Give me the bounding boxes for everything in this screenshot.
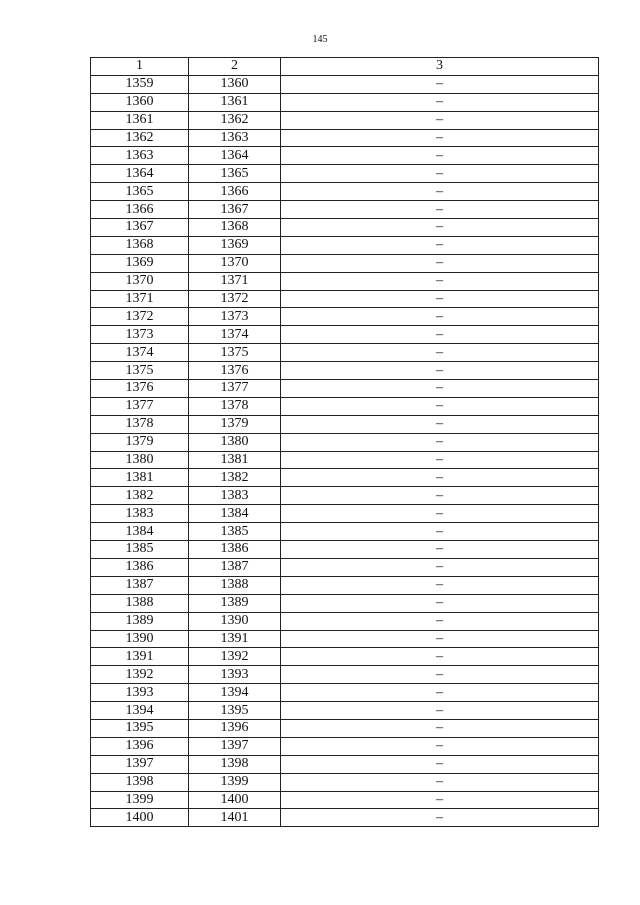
table-cell-col-2: 1390 [189, 612, 281, 630]
table-cell-col-2: 1366 [189, 183, 281, 201]
table-cell-col-3: – [281, 236, 599, 254]
table-row [91, 183, 599, 201]
table-cell-col-1: 1367 [91, 219, 189, 237]
column-header-3: 3 [281, 58, 599, 76]
table-row [91, 93, 599, 111]
table-cell-col-1: 1400 [91, 809, 189, 827]
table-cell-col-1: 1361 [91, 111, 189, 129]
table-cell-col-1: 1391 [91, 648, 189, 666]
table-cell-col-1: 1366 [91, 201, 189, 219]
table-cell-col-2: 1385 [189, 523, 281, 541]
table-row [91, 594, 599, 612]
table-cell-col-3: – [281, 487, 599, 505]
table-row [91, 326, 599, 344]
table-row [91, 666, 599, 684]
table-row [91, 272, 599, 290]
table-cell-col-1: 1385 [91, 541, 189, 559]
table-cell-col-3: – [281, 702, 599, 720]
table-row [91, 415, 599, 433]
table-cell-col-1: 1390 [91, 630, 189, 648]
table-cell-col-2: 1400 [189, 791, 281, 809]
table-cell-col-1: 1395 [91, 719, 189, 737]
table-cell-col-2: 1395 [189, 702, 281, 720]
table-row [91, 487, 599, 505]
table-row [91, 737, 599, 755]
table-cell-col-2: 1381 [189, 451, 281, 469]
table-cell-col-1: 1384 [91, 523, 189, 541]
table-cell-col-2: 1369 [189, 236, 281, 254]
table-row [91, 541, 599, 559]
table-cell-col-2: 1386 [189, 541, 281, 559]
table-row [91, 505, 599, 523]
table-cell-col-2: 1371 [189, 272, 281, 290]
table-cell-col-2: 1389 [189, 594, 281, 612]
table-cell-col-1: 1397 [91, 755, 189, 773]
table-cell-col-2: 1362 [189, 111, 281, 129]
table-cell-col-1: 1382 [91, 487, 189, 505]
table-row [91, 362, 599, 380]
table-cell-col-2: 1384 [189, 505, 281, 523]
table-cell-col-1: 1364 [91, 165, 189, 183]
table-cell-col-3: – [281, 505, 599, 523]
table-cell-col-2: 1363 [189, 129, 281, 147]
table-cell-col-1: 1394 [91, 702, 189, 720]
table-cell-col-3: – [281, 755, 599, 773]
table-row [91, 576, 599, 594]
table-row [91, 469, 599, 487]
table-cell-col-3: – [281, 326, 599, 344]
table-cell-col-2: 1367 [189, 201, 281, 219]
table-cell-col-2: 1375 [189, 344, 281, 362]
table-cell-col-1: 1373 [91, 326, 189, 344]
table-cell-col-1: 1365 [91, 183, 189, 201]
data-table [90, 57, 599, 827]
table-row [91, 773, 599, 791]
table-cell-col-2: 1397 [189, 737, 281, 755]
table-row [91, 648, 599, 666]
table-cell-col-1: 1360 [91, 93, 189, 111]
table-cell-col-2: 1370 [189, 254, 281, 272]
table-cell-col-2: 1399 [189, 773, 281, 791]
table-cell-col-3: – [281, 344, 599, 362]
table-cell-col-1: 1369 [91, 254, 189, 272]
table-cell-col-2: 1380 [189, 433, 281, 451]
table-cell-col-1: 1378 [91, 415, 189, 433]
table-cell-col-3: – [281, 129, 599, 147]
table-cell-col-3: – [281, 523, 599, 541]
table-cell-col-2: 1383 [189, 487, 281, 505]
table-cell-col-1: 1387 [91, 576, 189, 594]
table-cell-col-1: 1396 [91, 737, 189, 755]
table-row [91, 451, 599, 469]
table-cell-col-3: – [281, 362, 599, 380]
table-cell-col-1: 1398 [91, 773, 189, 791]
page-number: 145 [312, 34, 328, 45]
table-cell-col-2: 1377 [189, 380, 281, 398]
table-cell-col-1: 1376 [91, 380, 189, 398]
table-cell-col-2: 1387 [189, 558, 281, 576]
table-cell-col-2: 1376 [189, 362, 281, 380]
table-cell-col-3: – [281, 111, 599, 129]
table-cell-col-3: – [281, 254, 599, 272]
table-cell-col-1: 1381 [91, 469, 189, 487]
table-cell-col-3: – [281, 576, 599, 594]
table-cell-col-2: 1373 [189, 308, 281, 326]
table-row [91, 75, 599, 93]
table-cell-col-3: – [281, 594, 599, 612]
table-cell-col-2: 1378 [189, 397, 281, 415]
table-row [91, 308, 599, 326]
table-cell-col-3: – [281, 719, 599, 737]
table-row [91, 236, 599, 254]
table-row [91, 612, 599, 630]
table-row [91, 219, 599, 237]
table-cell-col-2: 1374 [189, 326, 281, 344]
table-cell-col-1: 1375 [91, 362, 189, 380]
table-row [91, 290, 599, 308]
table-cell-col-3: – [281, 93, 599, 111]
column-header-2: 2 [189, 58, 281, 76]
table-cell-col-1: 1362 [91, 129, 189, 147]
table-cell-col-2: 1401 [189, 809, 281, 827]
table-cell-col-2: 1372 [189, 290, 281, 308]
table-row [91, 684, 599, 702]
table-cell-col-1: 1379 [91, 433, 189, 451]
table-cell-col-3: – [281, 469, 599, 487]
table-cell-col-2: 1392 [189, 648, 281, 666]
table-row [91, 201, 599, 219]
table-cell-col-2: 1388 [189, 576, 281, 594]
table-cell-col-1: 1368 [91, 236, 189, 254]
table-cell-col-2: 1379 [189, 415, 281, 433]
table-cell-col-2: 1365 [189, 165, 281, 183]
table-cell-col-2: 1364 [189, 147, 281, 165]
table-cell-col-2: 1382 [189, 469, 281, 487]
table-cell-col-1: 1371 [91, 290, 189, 308]
table-cell-col-1: 1388 [91, 594, 189, 612]
table-cell-col-3: – [281, 773, 599, 791]
table-cell-col-1: 1359 [91, 75, 189, 93]
table-row [91, 254, 599, 272]
table-row [91, 630, 599, 648]
table-header [91, 58, 599, 76]
table-row [91, 129, 599, 147]
table-cell-col-3: – [281, 308, 599, 326]
table-cell-col-3: – [281, 541, 599, 559]
table-cell-col-3: – [281, 737, 599, 755]
table-cell-col-1: 1363 [91, 147, 189, 165]
table-cell-col-2: 1393 [189, 666, 281, 684]
table-cell-col-3: – [281, 630, 599, 648]
table-cell-col-3: – [281, 380, 599, 398]
table-cell-col-3: – [281, 165, 599, 183]
table-cell-col-2: 1398 [189, 755, 281, 773]
table-cell-col-3: – [281, 451, 599, 469]
table-row [91, 791, 599, 809]
table-cell-col-3: – [281, 791, 599, 809]
table-cell-col-3: – [281, 147, 599, 165]
table-cell-col-1: 1380 [91, 451, 189, 469]
table-row [91, 165, 599, 183]
table-cell-col-1: 1386 [91, 558, 189, 576]
table-cell-col-2: 1391 [189, 630, 281, 648]
table-cell-col-1: 1377 [91, 397, 189, 415]
table-cell-col-3: – [281, 415, 599, 433]
table-cell-col-1: 1392 [91, 666, 189, 684]
table-row [91, 433, 599, 451]
table-cell-col-3: – [281, 397, 599, 415]
table-cell-col-1: 1399 [91, 791, 189, 809]
table-cell-col-1: 1393 [91, 684, 189, 702]
table-row [91, 719, 599, 737]
table-row [91, 397, 599, 415]
table-row [91, 755, 599, 773]
table-row [91, 809, 599, 827]
table-header-row [91, 58, 599, 76]
table-cell-col-3: – [281, 684, 599, 702]
table-cell-col-3: – [281, 290, 599, 308]
table-cell-col-2: 1396 [189, 719, 281, 737]
table-row [91, 558, 599, 576]
table-cell-col-3: – [281, 648, 599, 666]
table-row [91, 702, 599, 720]
table-row [91, 147, 599, 165]
column-header-1: 1 [91, 58, 189, 76]
table-cell-col-3: – [281, 666, 599, 684]
table-cell-col-3: – [281, 272, 599, 290]
table-cell-col-2: 1394 [189, 684, 281, 702]
table-cell-col-3: – [281, 201, 599, 219]
table-cell-col-3: – [281, 612, 599, 630]
table-cell-col-1: 1372 [91, 308, 189, 326]
table-cell-col-3: – [281, 558, 599, 576]
table-row [91, 111, 599, 129]
table-cell-col-2: 1368 [189, 219, 281, 237]
table-cell-col-1: 1383 [91, 505, 189, 523]
table-cell-col-3: – [281, 219, 599, 237]
table-row [91, 344, 599, 362]
table-cell-col-3: – [281, 75, 599, 93]
table-cell-col-3: – [281, 183, 599, 201]
table-cell-col-2: 1361 [189, 93, 281, 111]
table-cell-col-1: 1374 [91, 344, 189, 362]
table-body [91, 75, 599, 826]
table-cell-col-2: 1360 [189, 75, 281, 93]
table-cell-col-3: – [281, 809, 599, 827]
table-cell-col-1: 1389 [91, 612, 189, 630]
table-row [91, 523, 599, 541]
table-row [91, 380, 599, 398]
table-cell-col-1: 1370 [91, 272, 189, 290]
table-cell-col-3: – [281, 433, 599, 451]
